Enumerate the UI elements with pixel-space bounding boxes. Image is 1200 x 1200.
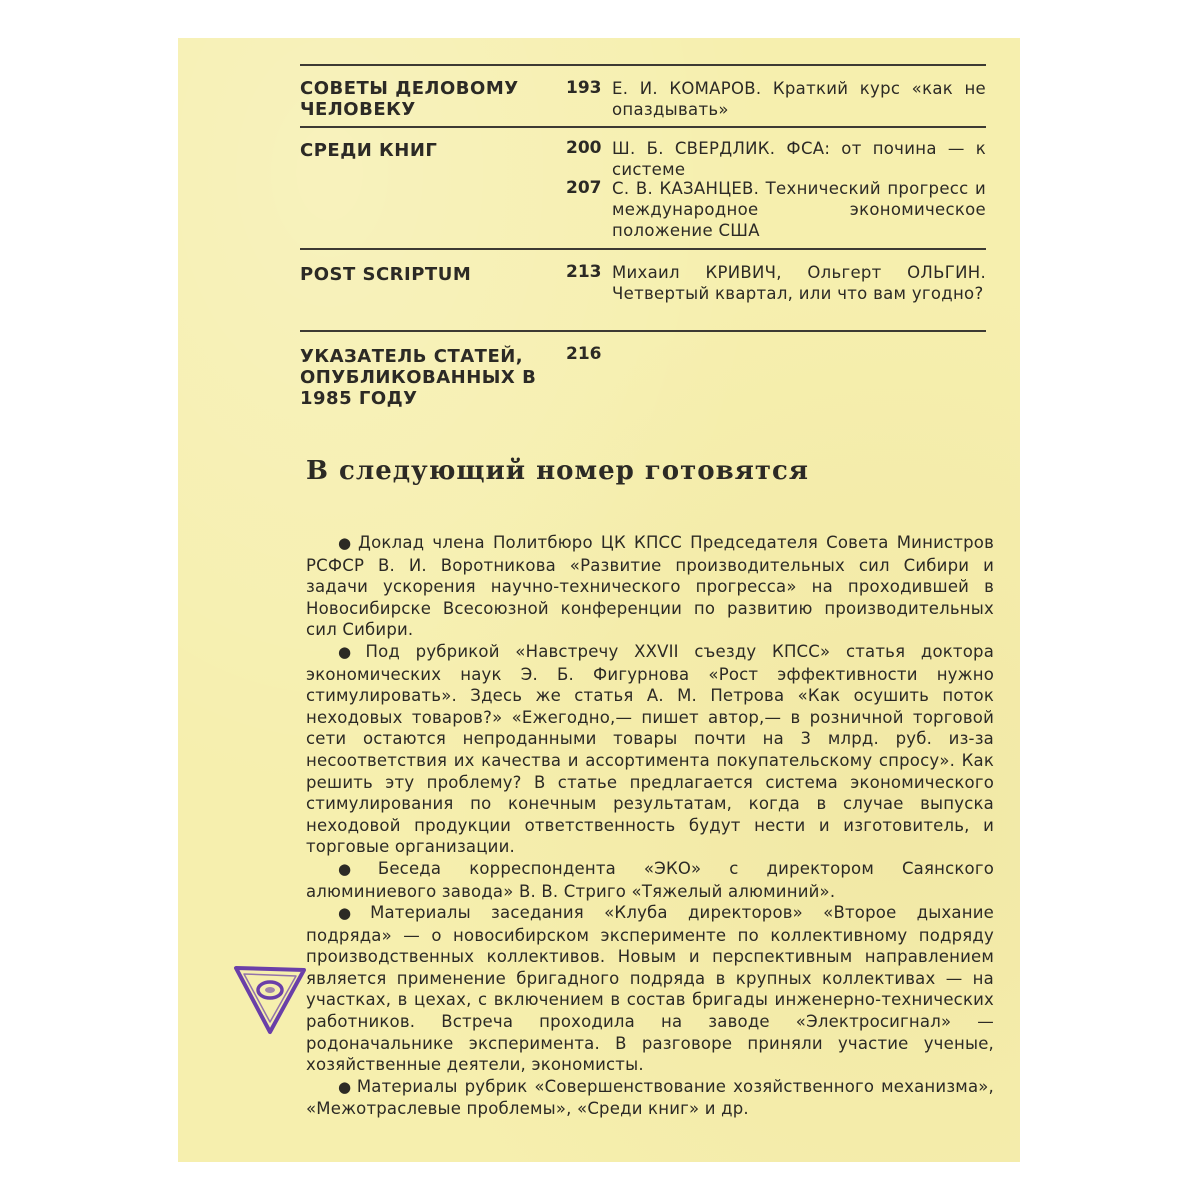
section-divider: [300, 330, 986, 332]
rubric-title: POST SCRIPTUM: [300, 264, 472, 285]
announcement-paragraph: ● Материалы заседания «Клуба директоров» «Второе дыхание подряда» — о новосибирском эксперименте по коллективному подряду производственных коллективов. Новым и перспективным направлением является применение бригадного подряда в крупных коллективах — на участках, в цехах, с включением в состав бригады инженерно-технических работников. Встреча проходила на заводе «Электросигнал» — родоначальнике эксперимента. В разговоре приняли участие ученые, хозяйственные деятели, экономисты.: [306, 903, 994, 1075]
section-divider: [300, 248, 986, 250]
entry-text: С. В. КАЗАНЦЕВ. Технический прогресс и международное экономическое положение США: [612, 179, 986, 240]
bullet-icon: ●: [338, 859, 374, 878]
page-number: 207: [566, 178, 602, 198]
announcement-paragraph: ● Беседа корреспондента «ЭКО» с директором Саянского алюминиевого завода» В. В. Стриго «Тяжелый алюминий».: [306, 858, 994, 901]
toc-entry: [566, 138, 986, 180]
rubric-title: СОВЕТЫ ДЕЛОВОМУ ЧЕЛОВЕКУ: [300, 78, 519, 120]
library-stamp-icon: [230, 962, 310, 1038]
page-number: 213: [566, 262, 602, 282]
bullet-icon: ●: [338, 642, 362, 661]
bullet-icon: ●: [338, 904, 367, 923]
section-divider: [300, 64, 986, 66]
announcement-paragraph: ● Материалы рубрик «Совершенствование хозяйственного механизма», «Межотраслевые проблемы», «Среди книг» и др.: [306, 1076, 994, 1119]
entry-text: Е. И. КОМАРОВ. Краткий курс «как не опаздывать»: [612, 79, 986, 119]
page-number: 200: [566, 138, 602, 158]
entry-text: Ш. Б. СВЕРДЛИК. ФСА: от почина — к системе: [612, 139, 986, 179]
next-issue-heading: В следующий номер готовятся: [306, 456, 809, 486]
rubric-title: СРЕДИ КНИГ: [300, 140, 438, 161]
announcement-paragraph: ● Под рубрикой «Навстречу XXVII съезду КПСС» статья доктора экономических наук Э. Б. Фигурнова «Рост эффективности нужно стимулировать». Здесь же статья А. М. Петрова «Как осушить поток неходовых товаров?» «Ежегодно,— пишет автор,— в розничной торговой сети остаются непроданными товары почти на 3 млрд. руб. из-за несоответствия их качества и ассортимента покупательскому спросу». Как решить эту проблему? В статье предлагается система экономического стимулирования по конечным результатам, когда в случае выпуска неходовой продукции ответственность будут нести и изготовитель, и торговые организации.: [306, 641, 995, 857]
entry-text: Михаил КРИВИЧ, Ольгерт ОЛЬГИН. Четвертый квартал, или что вам угодно?: [612, 263, 986, 303]
announcement-paragraph: ● Доклад члена Политбюро ЦК КПСС Председателя Совета Министров РСФСР В. И. Воротникова «Развитие производительных сил Сибири и задачи ускорения научно-технического прогресса» на проходившей в Новосибирске Всесоюзной конференции по развитию производительных сил Сибири.: [306, 533, 994, 640]
page-number: 216: [566, 344, 602, 364]
bullet-icon: ●: [338, 534, 355, 552]
page-number: 193: [566, 78, 602, 98]
bullet-icon: ●: [338, 1077, 353, 1096]
toc-entry: [566, 178, 986, 241]
rubric-title: УКАЗАТЕЛЬ СТАТЕЙ, ОПУБЛИКОВАННЫХ В 1985 ГОДУ: [300, 346, 537, 409]
section-divider: [300, 126, 986, 128]
document-page: [178, 38, 1020, 1162]
toc-entry: [566, 78, 986, 120]
next-issue-body: [306, 532, 994, 1120]
toc-entry: [566, 262, 986, 304]
